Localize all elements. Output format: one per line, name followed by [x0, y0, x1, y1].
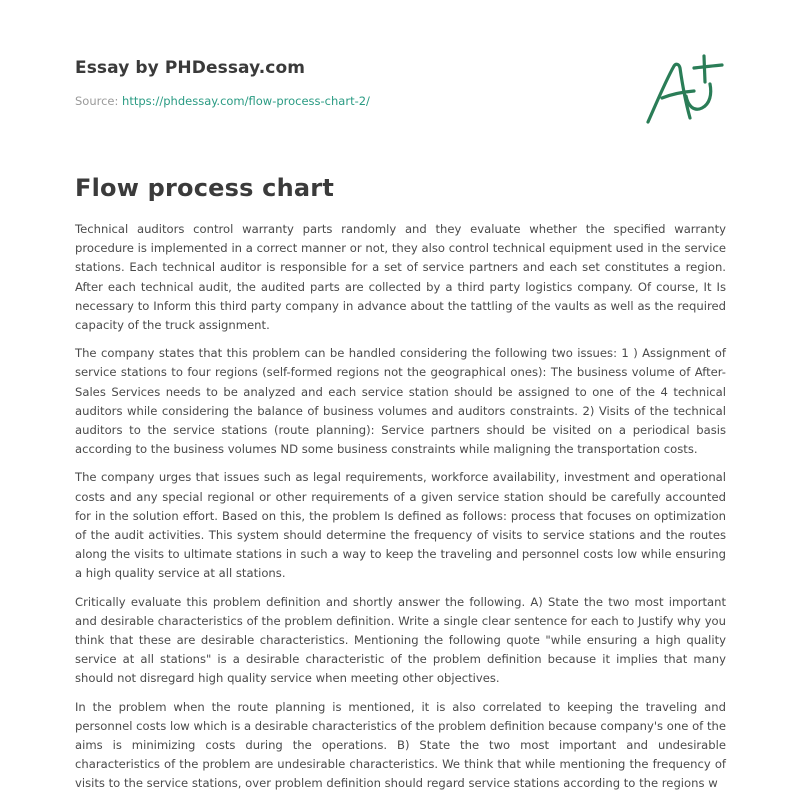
paragraph: The company states that this problem can be handled considering the following two issues: 1 ) Assignment of service stations to four regions (self-formed regions not the geographical ones): The business volume of After-Sales Services needs to be analyzed and each service station should be assigned to one of the 4 technical auditors while considering the balance of business volumes and auditors constraints. 2) Visits of the technical auditors to the service stations (route planning): Service partners should be visited on a periodical basis according to the business volumes ND some business constraints while maligning the transportation costs. [75, 346, 726, 457]
source-line [75, 94, 725, 108]
paragraph: Critically evaluate this problem definition and shortly answer the following. A) State the two most important and desirable characteristics of the problem definition. Write a single clear sentence for each to Justify why you think that these are desirable characteristics. Mentioning the following quote "while ensuring a high quality service at all stations" is a desirable characteristic of the problem definition because it implies that many should not disregard high quality service when meeting other objectives. [75, 594, 726, 686]
paragraph: The company urges that issues such as legal requirements, workforce availability, investment and operational costs and any special regional or other requirements of a given service station should be carefully accounted for in the solution effort. Based on this, the problem Is defined as follows: process that focuses on optimization of the audit activities. This system should determine the frequency of visits to service stations and the routes along the visits to ultimate stations in such a way to keep the traveling and personnel costs low while ensuring a high quality service at all stations. [75, 470, 726, 581]
essay-header [75, 58, 725, 108]
paragraph: Technical auditors control warranty parts randomly and they evaluate whether the specified warranty procedure is implemented in a correct manner or not, they also control technical equipment used in the service stations. Each technical auditor is responsible for a set of service partners and each set constitutes a region. After each technical audit, the audited parts are collected by a third party logistics company. Of course, It Is necessary to Inform this third party company in advance about the tattling of the vaults as well as the required capacity of the truck assignment. [75, 222, 726, 333]
essay-content [75, 174, 726, 803]
page-title: Flow process chart [75, 174, 334, 202]
paragraph: In the problem when the route planning is mentioned, it is also correlated to keeping the traveling and personnel costs low which is a desirable characteristics of the problem definition because company's one of the aims is minimizing costs during the operations. B) State the two most important and undesirable characteristics of the problem are undesirable characteristics. We think that while mentioning the frequency of visits to the service stations, over problem definition should regard service stations according to the regions w [75, 699, 726, 791]
source-link[interactable]: https://phdessay.com/flow-process-chart-2/ [122, 94, 370, 108]
a-plus-logo-icon [642, 52, 724, 128]
source-label: Source: [75, 94, 123, 108]
site-brand: Essay by PHDessay.com [75, 58, 306, 78]
